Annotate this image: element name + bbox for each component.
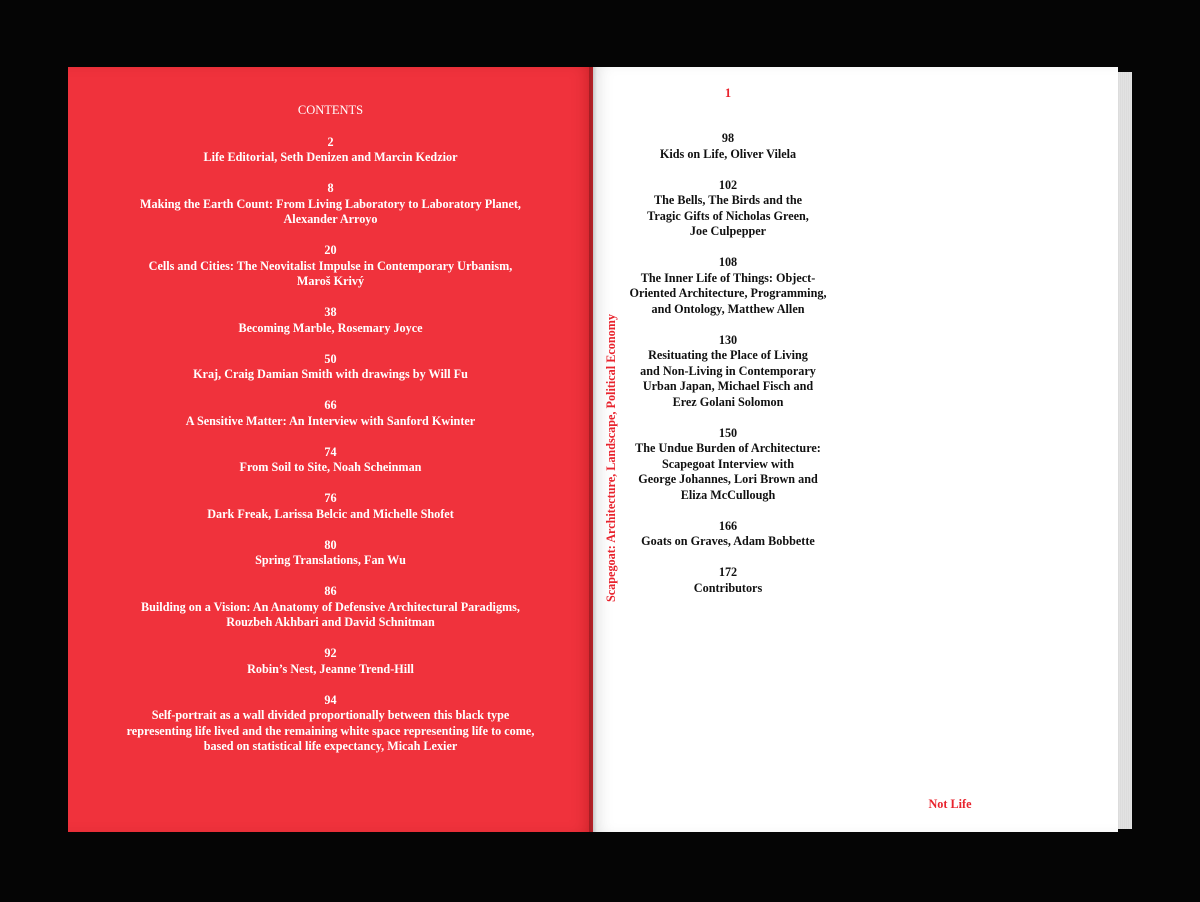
- entry-page-number: 66: [324, 398, 337, 412]
- entry-title: The Inner Life of Things: Object- Oriented Architecture, Programming, and Ontology, Matthew Allen: [629, 270, 827, 316]
- entry-title: From Soil to Site, Noah Scheinman: [239, 460, 422, 474]
- entry-title: Becoming Marble, Rosemary Joyce: [238, 320, 423, 335]
- entry-title: Robin’s Nest, Jeanne Trend-Hill: [247, 661, 414, 676]
- contents-entry: [68, 584, 593, 631]
- entry-page-number: 50: [324, 351, 337, 366]
- entry-page-number: 8: [327, 181, 334, 195]
- contents-entry: [610, 131, 846, 162]
- entry-title: A Sensitive Matter: An Interview with Sanford Kwinter: [185, 413, 476, 428]
- contents-list-right: [610, 131, 846, 596]
- contents-entry: [68, 352, 593, 383]
- entry-page-number: 94: [324, 692, 337, 707]
- entry-page-number: 108: [718, 255, 738, 269]
- contents-entry: [68, 135, 593, 166]
- entry-title: Self-portrait as a wall divided proportionally between this black type representing life lived and the remaining white space representing life to come, based on statistical life expectancy, Micah Lexier: [126, 708, 535, 753]
- contents-entry: [610, 565, 846, 596]
- contents-entry: [610, 178, 846, 240]
- entry-page-number: 172: [718, 565, 738, 579]
- entry-page-number: 150: [718, 425, 738, 440]
- entry-title: The Bells, The Birds and the Tragic Gifts of Nicholas Green, Joe Culpepper: [647, 193, 809, 238]
- entry-page-number: 98: [721, 131, 735, 145]
- entry-title: Cells and Cities: The Neovitalist Impulse in Contemporary Urbanism, Maroš Krivý: [148, 258, 513, 288]
- entry-page-number: 86: [324, 584, 337, 598]
- contents-entry: [610, 426, 846, 504]
- page-number: 1: [724, 86, 732, 100]
- entry-page-number: 92: [324, 646, 337, 660]
- contents-entry: [68, 181, 593, 228]
- entry-page-number: 102: [718, 177, 738, 192]
- entry-title: Resituating the Place of Living and Non-Living in Contemporary Urban Japan, Michael Fisch and Erez Golani Solomon: [640, 348, 816, 409]
- contents-left: [68, 103, 593, 770]
- entry-page-number: 80: [324, 537, 337, 552]
- contents-list-left: [68, 135, 593, 755]
- contents-entry: [610, 333, 846, 411]
- entry-title: The Undue Burden of Architecture: Scapegoat Interview with George Johannes, Lori Brown and Eliza McCullough: [635, 441, 821, 502]
- entry-page-number: 20: [324, 243, 337, 257]
- entry-title: Kraj, Craig Damian Smith with drawings by Will Fu: [193, 367, 468, 381]
- entry-page-number: 130: [718, 332, 738, 347]
- contents-entry: [610, 519, 846, 550]
- issue-title-footer: Not Life: [928, 797, 972, 811]
- contents-entry: [68, 538, 593, 569]
- entry-title: Life Editorial, Seth Denizen and Marcin Kedzior: [203, 150, 458, 164]
- contents-entry: [68, 646, 593, 677]
- entry-page-number: 166: [718, 518, 738, 533]
- contents-entry: [610, 255, 846, 317]
- contents-entry: [68, 305, 593, 336]
- entry-page-number: 38: [324, 305, 337, 319]
- entry-title: Dark Freak, Larissa Belcic and Michelle Shofet: [207, 506, 454, 521]
- contents-entry: [68, 445, 593, 476]
- entry-title: Making the Earth Count: From Living Laboratory to Laboratory Planet, Alexander Arroyo: [140, 196, 521, 226]
- entry-page-number: 2: [327, 134, 334, 149]
- entry-page-number: 74: [324, 444, 337, 459]
- contents-entry: [68, 491, 593, 522]
- entry-title: Spring Translations, Fan Wu: [255, 553, 406, 567]
- entry-title: Building on a Vision: An Anatomy of Defensive Architectural Paradigms, Rouzbeh Akhbari and David Schnitman: [141, 599, 520, 629]
- contents-entry: [68, 243, 593, 290]
- contents-entry: [68, 693, 593, 755]
- entry-title: Kids on Life, Oliver Vilela: [659, 146, 797, 161]
- entry-title: Goats on Graves, Adam Bobbette: [641, 534, 815, 548]
- journal-title-vertical: Scapegoat: Architecture, Landscape, Political Economy: [604, 314, 618, 602]
- entry-title: Contributors: [693, 580, 763, 595]
- contents-entry: [68, 398, 593, 429]
- page-edges: [1118, 72, 1132, 829]
- contents-right: [610, 131, 846, 612]
- entry-page-number: 76: [324, 491, 337, 505]
- contents-heading: CONTENTS: [297, 103, 364, 117]
